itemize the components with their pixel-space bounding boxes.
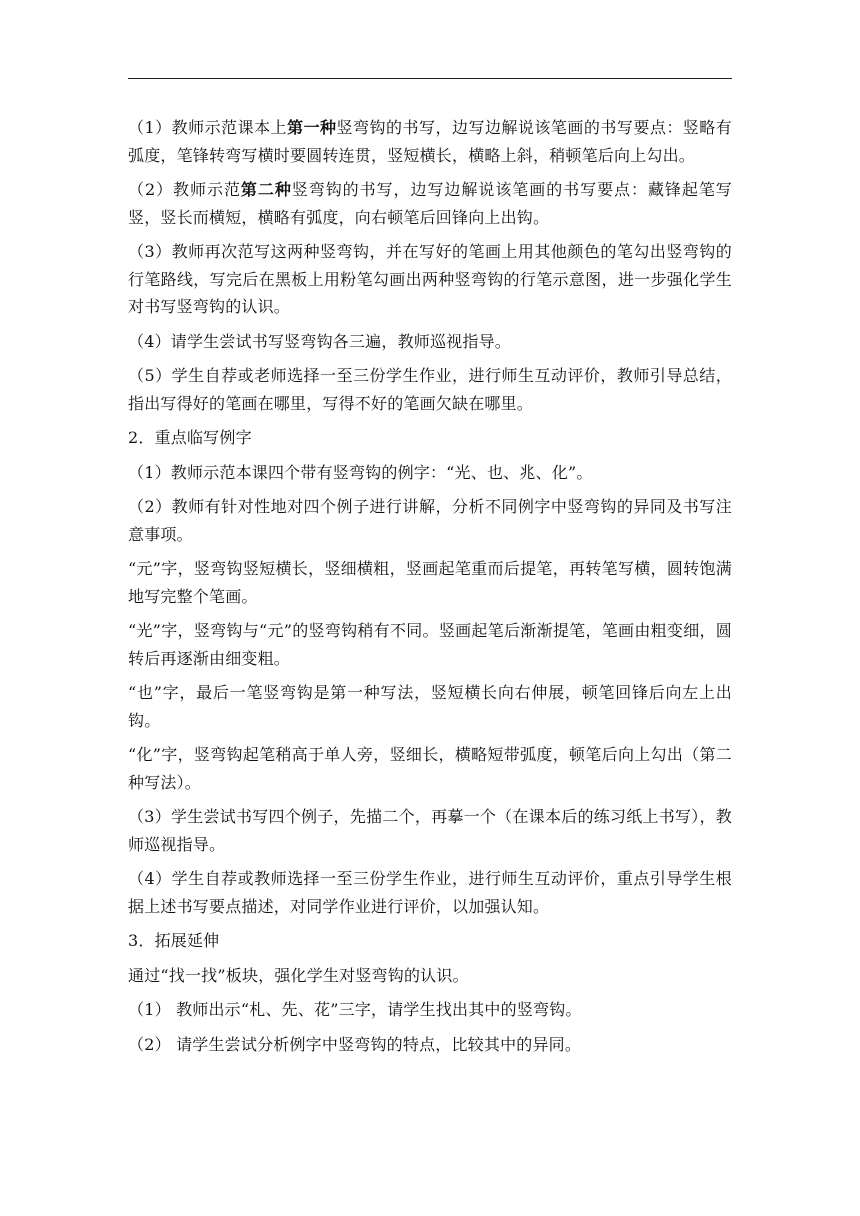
paragraph-step-2-second-stroke: [128, 176, 732, 231]
paragraph-example-4: [128, 865, 732, 920]
paragraph-step-4-practice: [128, 328, 732, 356]
paragraph-example-1: [128, 459, 732, 487]
paragraph-char-hua: [128, 741, 732, 796]
text-segment: （3）学生尝试书写四个例子，先描二个，再摹一个（在课本后的练习纸上书写），教师巡视指导。: [128, 807, 732, 854]
paragraph-extension-2: [128, 1031, 732, 1059]
paragraph-char-yuan: [128, 555, 732, 610]
header-rule: [128, 78, 732, 79]
text-segment: （4）学生自荐或教师选择一至三份学生作业，进行师生互动评价，重点引导学生根据上述书写要点描述，对同学作业进行评价，以加强认知。: [128, 869, 732, 916]
text-segment: （5）学生自荐或老师选择一至三份学生作业，进行师生互动评价，教师引导总结，指出写得好的笔画在哪里，写得不好的笔画欠缺在哪里。: [128, 366, 732, 413]
section-heading-2: [128, 424, 732, 452]
text-segment: （3）教师再次范写这两种竖弯钩，并在写好的笔画上用其他颜色的笔勾出竖弯钩的行笔路线，写完后在黑板上用粉笔勾画出两种竖弯钩的行笔示意图，进一步强化学生对书写竖弯钩的认识。: [128, 242, 732, 316]
paragraph-step-5-evaluation: [128, 362, 732, 417]
paragraph-extension-1: [128, 996, 732, 1024]
text-segment: （1）教师示范本课四个带有竖弯钩的例字：“光、也、兆、化”。: [128, 462, 593, 482]
paragraph-extension-intro: [128, 962, 732, 990]
text-segment: （4）请学生尝试书写竖弯钩各三遍，教师巡视指导。: [128, 331, 511, 351]
text-segment: “化”字，竖弯钩起笔稍高于单人旁，竖细长，横略短带弧度，顿笔后向上勾出（第二种写法）。: [128, 745, 732, 792]
text-segment: 竖弯钩的书写，边写边解说该笔画的书写要点：竖略有弧度，笔锋转弯写横时要圆转连贯，竖短横长，横略上斜，稍顿笔后向上勾出。: [128, 118, 732, 165]
text-segment: （2）教师有针对性地对四个例子进行讲解，分析不同例字中竖弯钩的异同及书写注意事项。: [128, 497, 732, 544]
bold-segment: 第一种: [287, 118, 337, 137]
paragraph-example-2: [128, 493, 732, 548]
paragraph-step-3-demo: [128, 238, 732, 321]
text-segment: 竖弯钩的书写，边写边解说该笔画的书写要点：藏锋起笔写竖，竖长而横短，横略有弧度，向右顿笔后回锋向上出钩。: [128, 180, 732, 227]
text-segment: （1） 教师出示“札、先、花”三字，请学生找出其中的竖弯钩。: [128, 1000, 582, 1019]
bold-segment: 第二种: [240, 180, 292, 199]
paragraph-char-guang: [128, 617, 732, 672]
text-segment: 通过“找一找”板块，强化学生对竖弯钩的认识。: [128, 965, 469, 985]
text-segment: （1）教师示范课本上: [128, 118, 288, 137]
heading-text: 3．拓展延伸: [128, 931, 220, 950]
text-segment: “元”字，竖弯钩竖短横长，竖细横粗，竖画起笔重而后提笔，再转笔写横，圆转饱满地写完整个笔画。: [128, 559, 732, 606]
paragraph-step-1-first-stroke: [128, 114, 732, 169]
text-segment: （2）教师示范: [128, 180, 241, 199]
heading-text: 2．重点临写例字: [128, 428, 252, 447]
text-segment: “光”字，竖弯钩与“元”的竖弯钩稍有不同。竖画起笔后渐渐提笔，笔画由粗变细，圆转后再逐渐由细变粗。: [128, 621, 732, 668]
text-segment: （2） 请学生尝试分析例字中竖弯钩的特点，比较其中的异同。: [128, 1034, 582, 1054]
text-segment: “也”字，最后一笔竖弯钩是第一种写法，竖短横长向右伸展，顿笔回锋后向左上出钩。: [128, 683, 732, 730]
section-heading-3: [128, 927, 732, 955]
paragraph-char-ye: [128, 679, 732, 734]
document-body: [128, 114, 732, 1065]
paragraph-example-3: [128, 803, 732, 858]
